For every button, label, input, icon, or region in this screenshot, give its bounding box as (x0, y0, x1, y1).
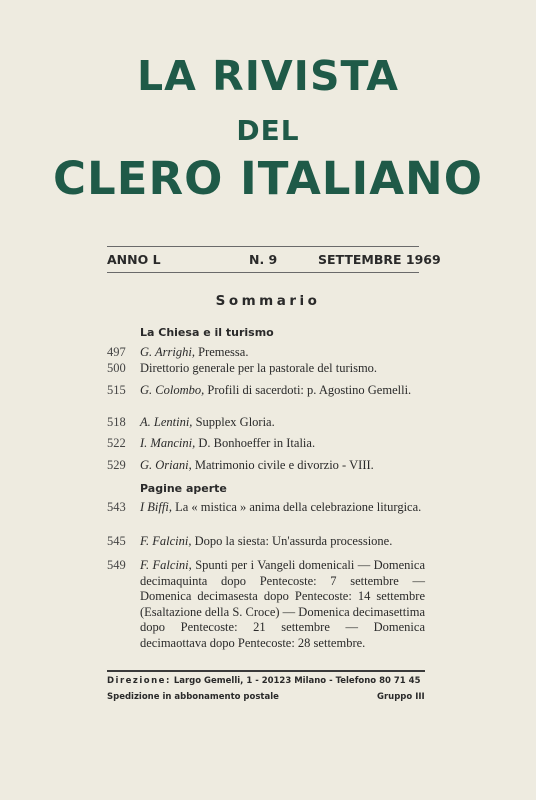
toc-page-number: 543 (107, 500, 126, 514)
toc-page-number: 529 (107, 458, 126, 472)
toc-entry (107, 534, 425, 550)
toc-author: G. Arrighi, (140, 345, 195, 359)
toc-author: G. Oriani, (140, 458, 192, 472)
toc-page-number: 549 (107, 558, 126, 572)
footer-spedizione: Spedizione in abbonamento postale (107, 692, 279, 702)
toc-page-number: 515 (107, 383, 126, 397)
toc-title: D. Bonhoeffer in Italia. (198, 436, 316, 450)
footer-direzione (107, 676, 421, 686)
toc-author: I Biffi, (140, 500, 172, 514)
toc-page-number: 500 (107, 361, 126, 375)
footer-rule (107, 670, 425, 672)
toc-entry (107, 383, 425, 399)
toc-entry (107, 415, 425, 431)
toc-title: Profili di sacerdoti: p. Agostino Gemelli. (207, 383, 412, 397)
toc-author: F. Falcini, (140, 534, 192, 548)
toc-page-number: 497 (107, 345, 126, 359)
toc-entry (107, 500, 425, 516)
toc-page-number: 545 (107, 534, 126, 548)
toc-author: G. Colombo, (140, 383, 205, 397)
issue-numero: N. 9 (249, 252, 278, 267)
toc-title: Spunti per i Vangeli domenicali — Domenica decimaquinta dopo Pentecoste: 7 settembre — Domenica decimasesta dopo Pentecoste: 14 settembre (Esaltazione della S. Croce) — Domenica decimasettima dopo Pentecoste: 21 settembre — Domenica decimaottava dopo Pentecoste: 28 settembre. (140, 558, 425, 650)
toc-page-number: 518 (107, 415, 126, 429)
toc-author: F. Falcini, (140, 558, 192, 572)
issue-rule-top (107, 246, 419, 247)
toc-author: A. Lentini, (140, 415, 193, 429)
toc-entry (107, 345, 425, 361)
sommario-heading: Sommario (215, 293, 321, 309)
toc-entry (107, 458, 425, 474)
toc-entry (107, 558, 425, 651)
toc-title: Matrimonio civile e divorzio - VIII. (194, 458, 374, 472)
issue-anno: ANNO L (107, 252, 161, 267)
toc-title: La « mistica » anima della celebrazione liturgica. (175, 500, 422, 514)
toc-title: Direttorio generale per la pastorale del turismo. (140, 361, 378, 375)
issue-data: SETTEMBRE 1969 (318, 252, 441, 267)
masthead-line-2: DEL (236, 114, 300, 147)
footer-gruppo: Gruppo III (377, 692, 425, 702)
section-title: Pagine aperte (140, 482, 227, 495)
toc-title: Premessa. (198, 345, 249, 359)
issue-rule-bottom (107, 272, 419, 273)
toc-entry (107, 436, 425, 452)
masthead-line-3: CLERO ITALIANO (53, 152, 483, 205)
footer-direzione-text: Largo Gemelli, 1 - 20123 Milano - Telefono 80 71 45 (173, 676, 421, 686)
toc-entry (107, 361, 425, 377)
toc-title: Dopo la siesta: Un'assurda processione. (194, 534, 393, 548)
toc-author: I. Mancini, (140, 436, 196, 450)
section-title: La Chiesa e il turismo (140, 326, 274, 339)
footer-direzione-label: Direzione: (107, 676, 171, 686)
toc-page-number: 522 (107, 436, 126, 450)
masthead-line-1: LA RIVISTA (137, 52, 399, 100)
toc-title: Supplex Gloria. (195, 415, 275, 429)
